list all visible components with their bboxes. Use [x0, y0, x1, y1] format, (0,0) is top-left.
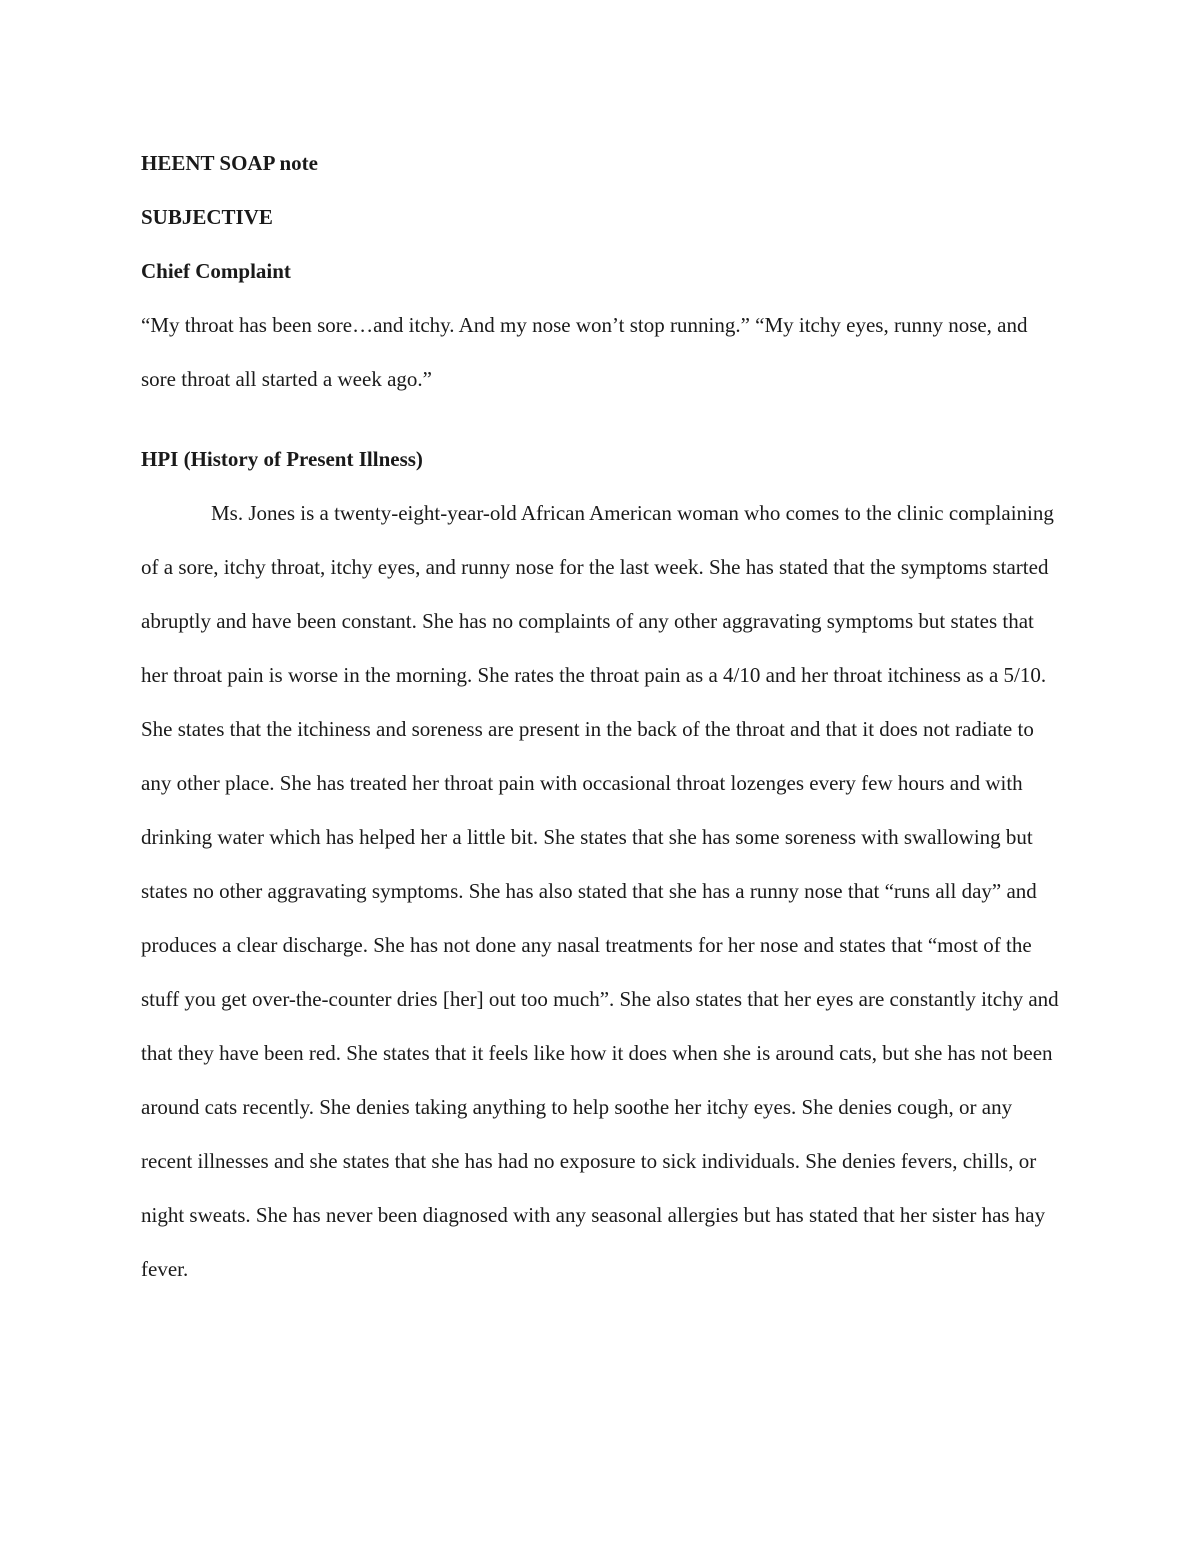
- paragraph-spacer: [141, 406, 1061, 432]
- chief-complaint-text: “My throat has been sore…and itchy. And my nose won’t stop running.” “My itchy eyes, runny nose, and sore throat all started a week ago.”: [141, 313, 1028, 391]
- document-title: HEENT SOAP note: [141, 151, 318, 175]
- hpi-heading: HPI (History of Present Illness): [141, 447, 423, 471]
- document-body: [141, 136, 1061, 1296]
- chief-complaint-heading: Chief Complaint: [141, 259, 291, 283]
- hpi-text: Ms. Jones is a twenty-eight-year-old African American woman who comes to the clinic complaining of a sore, itchy throat, itchy eyes, and runny nose for the last week. She has stated that the symptoms started abruptly and have been constant. She has no complaints of any other aggravating symptoms but states that her throat pain is worse in the morning. She rates the throat pain as a 4/10 and her throat itchiness as a 5/10. She states that the itchiness and soreness are present in the back of the throat and that it does not radiate to any other place. She has treated her throat pain with occasional throat lozenges every few hours and with drinking water which has helped her a little bit. She states that she has some soreness with swallowing but states no other aggravating symptoms. She has also stated that she has a runny nose that “runs all day” and produces a clear discharge. She has not done any nasal treatments for her nose and states that “most of the stuff you get over-the-counter dries [her] out too much”. She also states that her eyes are constantly itchy and that they have been red. She states that it feels like how it does when she is around cats, but she has not been around cats recently. She denies taking anything to help soothe her itchy eyes. She denies cough, or any recent illnesses and she states that she has had no exposure to sick individuals. She denies fevers, chills, or night sweats. She has never been diagnosed with any seasonal allergies but has stated that her sister has hay fever.: [141, 501, 1059, 1281]
- section-heading-subjective: SUBJECTIVE: [141, 205, 273, 229]
